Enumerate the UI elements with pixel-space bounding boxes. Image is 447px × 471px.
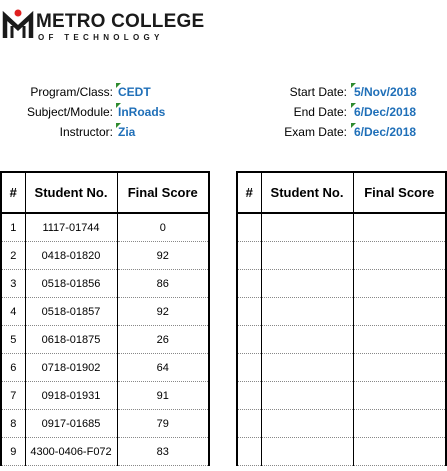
cell-student-no[interactable]: 0917-01685 bbox=[25, 410, 117, 438]
exam-date-label: Exam Date: bbox=[284, 125, 347, 139]
start-date-value: 5/Nov/2018 bbox=[354, 85, 417, 99]
college-subtitle: OF TECHNOLOGY bbox=[38, 33, 164, 42]
header-student-no: Student No. bbox=[25, 172, 117, 213]
cell-number[interactable]: 5 bbox=[1, 326, 25, 354]
cell-number[interactable]: 6 bbox=[1, 354, 25, 382]
metro-college-logo-icon bbox=[2, 8, 34, 42]
table-row bbox=[237, 298, 446, 326]
end-date-label: End Date: bbox=[293, 105, 347, 119]
table-row bbox=[237, 270, 446, 298]
start-date-label: Start Date: bbox=[289, 85, 347, 99]
cell-final-score[interactable]: 92 bbox=[117, 242, 209, 270]
exam-date-value: 6/Dec/2018 bbox=[354, 125, 417, 139]
cell-student-no[interactable]: 0618-01875 bbox=[25, 326, 117, 354]
cell-number[interactable] bbox=[237, 410, 261, 438]
table-header-row bbox=[1, 172, 209, 213]
header-student-no: Student No. bbox=[261, 172, 353, 213]
cell-final-score[interactable]: 26 bbox=[117, 326, 209, 354]
cell-student-no[interactable]: 0418-01820 bbox=[25, 242, 117, 270]
table-row bbox=[237, 410, 446, 438]
cell-student-no[interactable]: 0518-01856 bbox=[25, 270, 117, 298]
table-row bbox=[1, 242, 209, 270]
table-row bbox=[1, 438, 209, 466]
cell-student-no[interactable] bbox=[261, 298, 353, 326]
cell-final-score[interactable]: 83 bbox=[117, 438, 209, 466]
cell-final-score[interactable] bbox=[353, 270, 446, 298]
cell-number[interactable]: 4 bbox=[1, 298, 25, 326]
cell-number[interactable]: 3 bbox=[1, 270, 25, 298]
cell-student-no[interactable]: 0518-01857 bbox=[25, 298, 117, 326]
cell-final-score[interactable] bbox=[353, 298, 446, 326]
subject-value: InRoads bbox=[118, 105, 166, 119]
cell-student-no[interactable]: 0718-01902 bbox=[25, 354, 117, 382]
scores-table-right bbox=[236, 171, 447, 466]
table-row bbox=[237, 213, 446, 242]
cell-number[interactable] bbox=[237, 326, 261, 354]
header-number: # bbox=[1, 172, 25, 213]
cell-number[interactable]: 9 bbox=[1, 438, 25, 466]
table-row bbox=[237, 242, 446, 270]
cell-number[interactable] bbox=[237, 382, 261, 410]
instructor-value: Zia bbox=[118, 125, 136, 139]
header-final-score: Final Score bbox=[353, 172, 446, 213]
table-row bbox=[237, 382, 446, 410]
cell-number[interactable]: 8 bbox=[1, 410, 25, 438]
cell-number[interactable]: 1 bbox=[1, 213, 25, 242]
table-row bbox=[237, 354, 446, 382]
cell-student-no[interactable] bbox=[261, 213, 353, 242]
cell-number[interactable] bbox=[237, 270, 261, 298]
table-header-row bbox=[237, 172, 446, 213]
cell-number[interactable] bbox=[237, 242, 261, 270]
table-row bbox=[1, 213, 209, 242]
cell-student-no[interactable] bbox=[261, 326, 353, 354]
cell-student-no[interactable] bbox=[261, 270, 353, 298]
cell-final-score[interactable]: 79 bbox=[117, 410, 209, 438]
cell-student-no[interactable] bbox=[261, 382, 353, 410]
cell-student-no[interactable]: 1117-01744 bbox=[25, 213, 117, 242]
cell-student-no[interactable] bbox=[261, 438, 353, 466]
table-row bbox=[1, 354, 209, 382]
cell-final-score[interactable]: 92 bbox=[117, 298, 209, 326]
program-value: CEDT bbox=[118, 85, 151, 99]
table-row bbox=[237, 326, 446, 354]
cell-number[interactable] bbox=[237, 298, 261, 326]
end-date-value: 6/Dec/2018 bbox=[354, 105, 417, 119]
cell-final-score[interactable] bbox=[353, 438, 446, 466]
cell-final-score[interactable]: 91 bbox=[117, 382, 209, 410]
cell-number[interactable]: 2 bbox=[1, 242, 25, 270]
cell-final-score[interactable] bbox=[353, 242, 446, 270]
cell-student-no[interactable]: 4300-0406-F072 bbox=[25, 438, 117, 466]
cell-number[interactable] bbox=[237, 354, 261, 382]
table-row bbox=[1, 270, 209, 298]
table-row bbox=[1, 410, 209, 438]
cell-final-score[interactable]: 0 bbox=[117, 213, 209, 242]
instructor-label: Instructor: bbox=[59, 125, 113, 139]
college-logo bbox=[2, 8, 205, 42]
header-final-score: Final Score bbox=[117, 172, 209, 213]
cell-final-score[interactable] bbox=[353, 354, 446, 382]
cell-number[interactable]: 7 bbox=[1, 382, 25, 410]
scores-table-left bbox=[0, 171, 210, 466]
cell-number[interactable] bbox=[237, 438, 261, 466]
cell-student-no[interactable] bbox=[261, 410, 353, 438]
cell-student-no[interactable]: 0918-01931 bbox=[25, 382, 117, 410]
table-row bbox=[237, 438, 446, 466]
table-row bbox=[1, 298, 209, 326]
cell-final-score[interactable] bbox=[353, 410, 446, 438]
program-label: Program/Class: bbox=[30, 85, 113, 99]
cell-final-score[interactable] bbox=[353, 382, 446, 410]
table-row bbox=[1, 326, 209, 354]
cell-final-score[interactable]: 64 bbox=[117, 354, 209, 382]
cell-final-score[interactable] bbox=[353, 213, 446, 242]
cell-number[interactable] bbox=[237, 213, 261, 242]
table-row bbox=[1, 382, 209, 410]
cell-student-no[interactable] bbox=[261, 242, 353, 270]
cell-student-no[interactable] bbox=[261, 354, 353, 382]
cell-final-score[interactable] bbox=[353, 326, 446, 354]
college-name: METRO COLLEGE bbox=[36, 11, 205, 32]
cell-final-score[interactable]: 86 bbox=[117, 270, 209, 298]
subject-label: Subject/Module: bbox=[26, 105, 113, 119]
header-number: # bbox=[237, 172, 261, 213]
